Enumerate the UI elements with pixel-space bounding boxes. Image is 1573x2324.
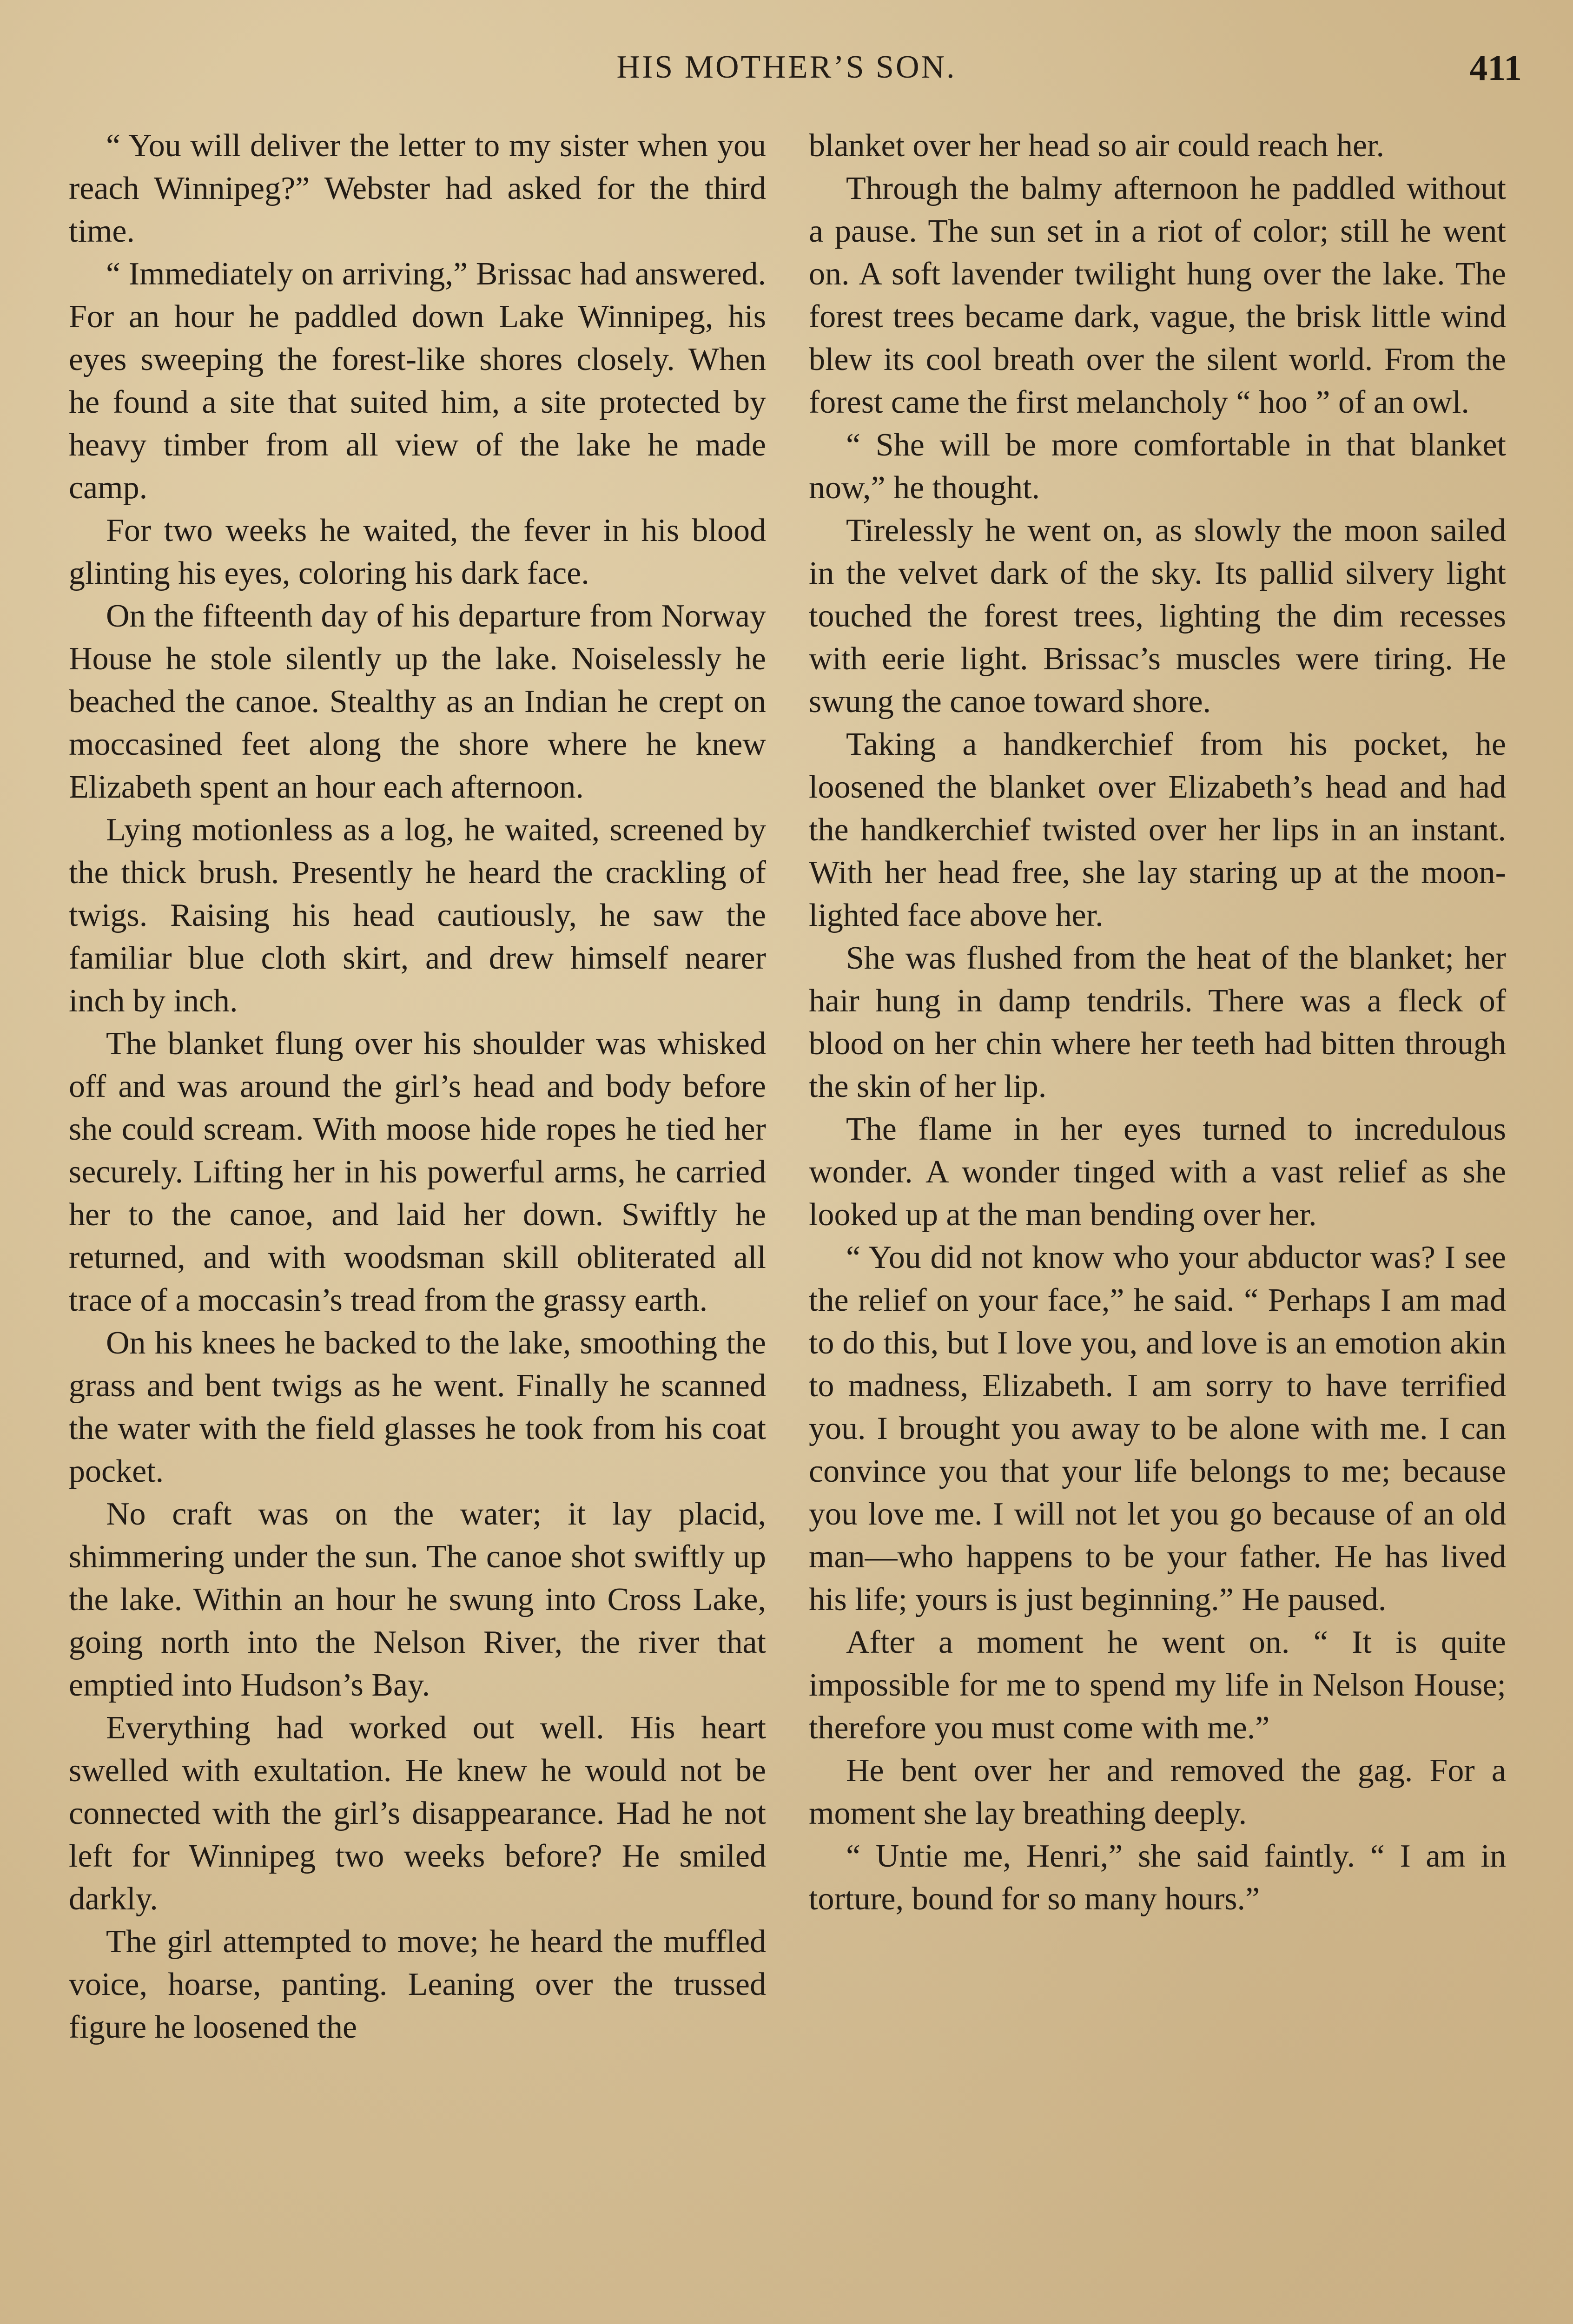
paragraph: “ You did not know who your abductor was? I see the relief on your face,” he said. “ Perhaps I am mad to do this, but I love you, and love is an emotion akin to madness, Elizabeth. I am sorry to have terrified you. I brought you away to be alone with me. I can convince you that your life belongs to me; because you love me. I will not let you go because of an old man—who happens to be your father. He has lived his life; yours is just beginning.” He paused. (809, 1240, 1506, 1618)
left-column (69, 125, 766, 2049)
paragraph: “ You will deliver the letter to my sister when you reach Winnipeg?” Webster had asked for the third time. (69, 128, 766, 249)
paragraph: The blanket flung over his shoulder was whisked off and was around the girl’s head and body before she could scream. With moose hide ropes he tied her securely. Lifting her in his powerful arms, he carried her to the canoe, and laid her down. Swiftly he returned, and with woodsman skill obliterated all trace of a moccasin’s tread from the grassy earth. (69, 1026, 766, 1318)
paragraph-continued: blanket over her head so air could reach her. (809, 128, 1385, 164)
paragraph: “ She will be more comfortable in that blanket now,” he thought. (809, 427, 1506, 506)
paragraph: The girl attempted to move; he heard the muffled voice, hoarse, panting. Leaning over the trussed figure he loosened the (69, 1924, 766, 2045)
running-title: HIS MOTHER’S SON. (616, 49, 957, 85)
paragraph: “ Immediately on arriving,” Brissac had answered. For an hour he paddled down Lake Winnipeg, his eyes sweeping the forest-like shores closely. When he found a site that suited him, a site protected by heavy timber from all view of the lake he made camp. (69, 256, 766, 506)
paragraph: She was flushed from the heat of the blanket; her hair hung in damp tendrils. There was a fleck of blood on her chin where her teeth had bitten through the skin of her lip. (809, 940, 1506, 1104)
paragraph: On the fifteenth day of his departure from Norway House he stole silently up the lake. Noiselessly he beached the canoe. Stealthy as an Indian he crept on moccasined feet along the shore where he knew Elizabeth spent an hour each afternoon. (69, 598, 766, 805)
paragraph: After a moment he went on. “ It is quite impossible for me to spend my life in Nelson House; therefore you must come with me.” (809, 1624, 1506, 1746)
paragraph: Through the balmy afternoon he paddled without a pause. The sun set in a riot of color; still he went on. A soft lavender twilight hung over the lake. The forest trees became dark, vague, the brisk little wind blew its cool breath over the silent world. From the forest came the first melancholy “ hoo ” of an owl. (809, 171, 1506, 420)
paragraph: Everything had worked out well. His heart swelled with exultation. He knew he would not be connected with the girl’s disappearance. Had he not left for Winnipeg two weeks before? He smiled darkly. (69, 1710, 766, 1917)
paragraph: “ Untie me, Henri,” she said faintly. “ I am in torture, bound for so many hours.” (809, 1838, 1506, 1917)
paragraph: Tirelessly he went on, as slowly the moon sailed in the velvet dark of the sky. Its pallid silvery light touched the forest trees, lighting the dim recesses with eerie light. Brissac’s muscles were tiring. He swung the canoe toward shore. (809, 513, 1506, 720)
paragraph: On his knees he backed to the lake, smoothing the grass and bent twigs as he went. Finally he scanned the water with the field glasses he took from his coat pocket. (69, 1325, 766, 1489)
page-header (0, 44, 1573, 100)
paragraph: For two weeks he waited, the fever in his blood glinting his eyes, coloring his dark face. (69, 513, 766, 591)
paragraph: No craft was on the water; it lay placid, shimmering under the sun. The canoe shot swiftly up the lake. Within an hour he swung into Cross Lake, going north into the Nelson River, the river that emptied into Hudson’s Bay. (69, 1496, 766, 1703)
paragraph: Lying motionless as a log, he waited, screened by the thick brush. Presently he heard the crackling of twigs. Raising his head cautiously, he saw the familiar blue cloth skirt, and drew himself nearer inch by inch. (69, 812, 766, 1019)
paragraph: The flame in her eyes turned to incredulous wonder. A wonder tinged with a vast relief as she looked up at the man bending over her. (809, 1111, 1506, 1233)
paragraph: He bent over her and removed the gag. For a moment she lay breathing deeply. (809, 1753, 1506, 1831)
right-column (809, 125, 1506, 1921)
paragraph: Taking a handkerchief from his pocket, he loosened the blanket over Elizabeth’s head and had the handkerchief twisted over her lips in an instant. With her head free, she lay staring up at the moon-lighted face above her. (809, 726, 1506, 933)
page-number: 411 (1469, 47, 1522, 88)
